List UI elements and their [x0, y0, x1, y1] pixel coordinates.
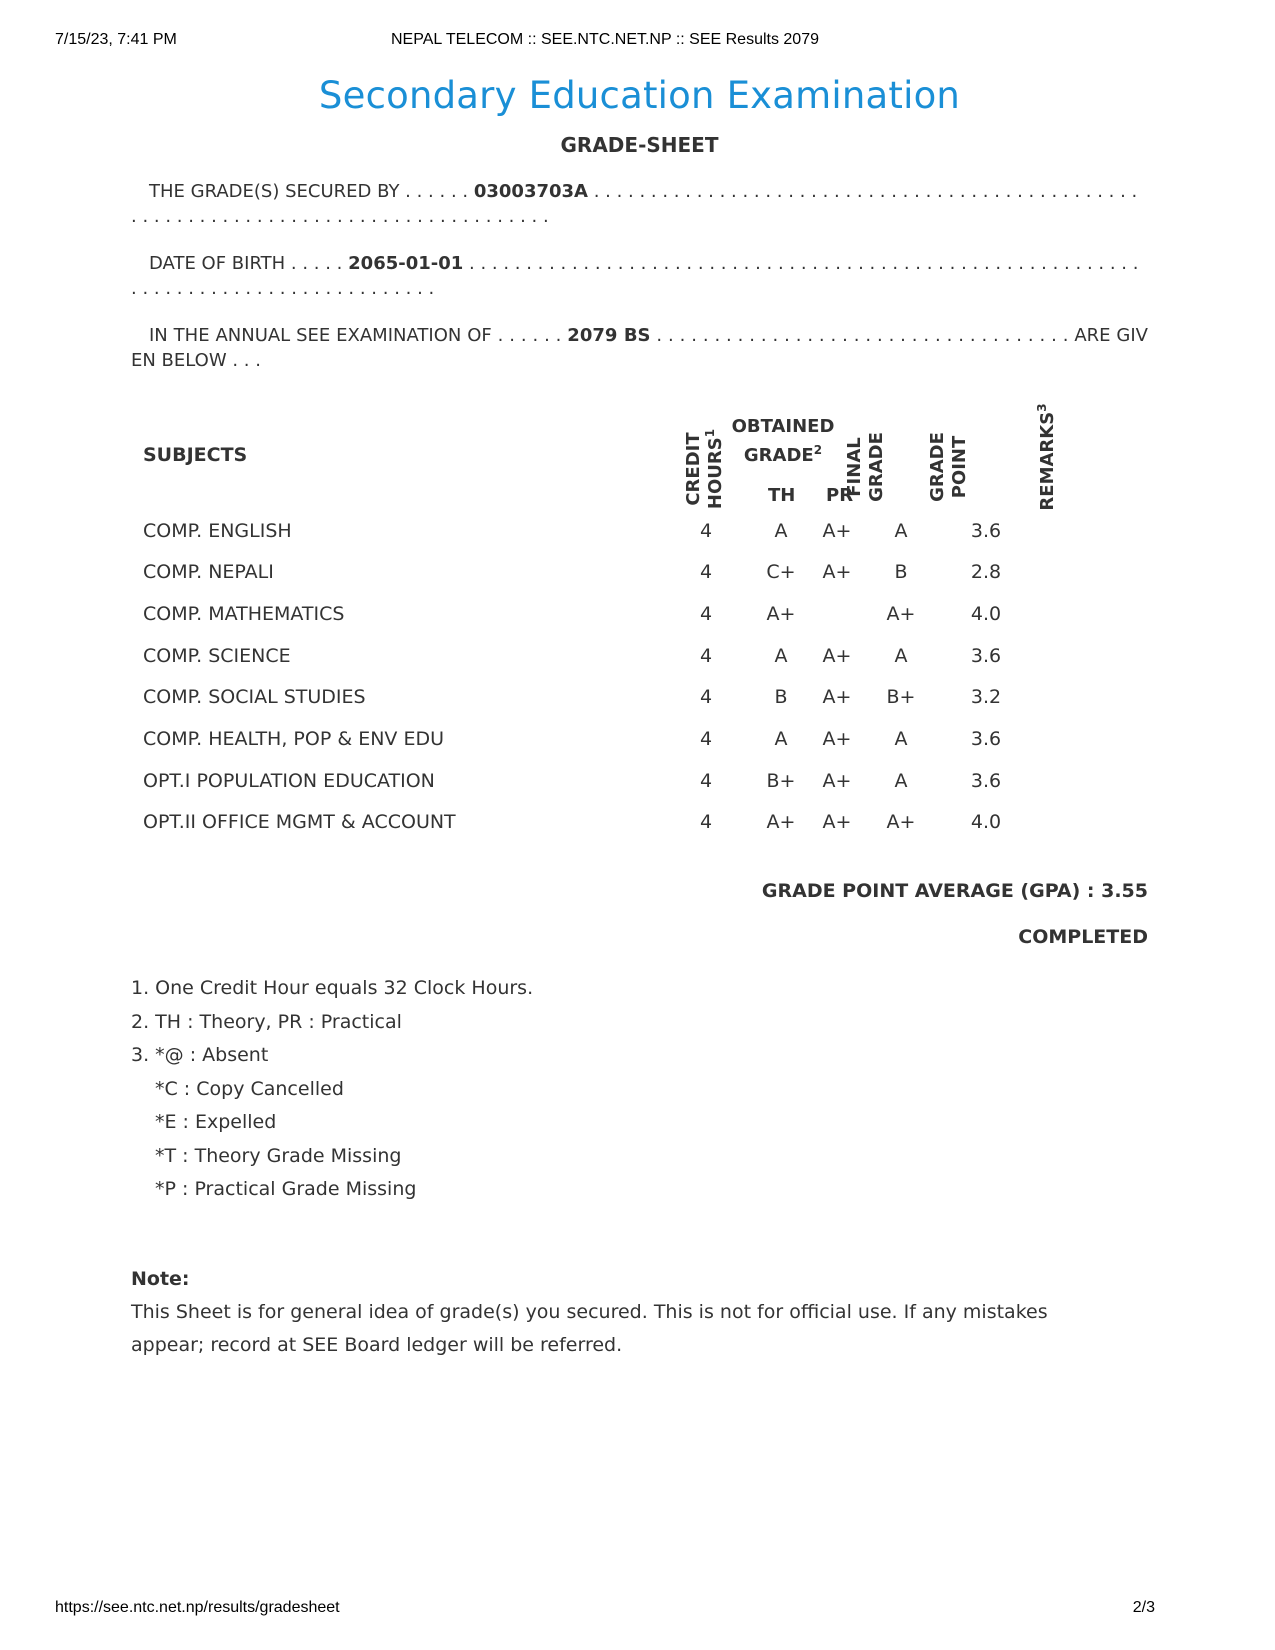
grade-point: 4.0	[970, 603, 1002, 625]
credit-hours: 4	[699, 603, 713, 625]
gpa-summary: GRADE POINT AVERAGE (GPA) : 3.55	[761, 880, 1148, 902]
credit-hours: 4	[699, 645, 713, 667]
note-title: Note:	[131, 1267, 190, 1290]
secured-by-label: THE GRADE(S) SECURED BY	[149, 181, 400, 202]
dot-leader: . . . . . .	[491, 325, 568, 346]
subject-name: COMP. ENGLISH	[143, 520, 292, 542]
practical-grade: A+	[822, 686, 852, 708]
note-text: This Sheet is for general idea of grade(s) you secured. This is not for official use. If any mistakes appear; record at SEE Board ledger will be referred.	[131, 1300, 1048, 1356]
subject-name: COMP. NEPALI	[143, 561, 274, 583]
theory-grade: A+	[766, 603, 796, 625]
table-row	[131, 641, 1148, 671]
grade-point: 3.2	[970, 686, 1002, 708]
header-credit-hours	[683, 414, 727, 524]
gradesheet	[131, 70, 1148, 1363]
grade-table	[131, 403, 1148, 877]
footnote-3-item: *T : Theory Grade Missing	[155, 1144, 402, 1167]
header-obtained-grade	[723, 412, 843, 470]
table-row	[131, 807, 1148, 837]
dob-line	[131, 251, 1148, 301]
final-grade: B	[894, 561, 908, 583]
final-grade: A	[894, 728, 908, 750]
print-page-title: NEPAL TELECOM :: SEE.NTC.NET.NP :: SEE Results 2079	[391, 31, 819, 48]
practical-grade: A+	[822, 811, 852, 833]
result-status: COMPLETED	[1018, 926, 1148, 948]
header-point-line1: GRADE	[927, 432, 948, 502]
subject-name: COMP. HEALTH, POP & ENV EDU	[143, 728, 444, 750]
footnote-ref-3: 3	[1035, 403, 1049, 412]
footnotes	[131, 972, 1148, 1207]
footnote-1: 1. One Credit Hour equals 32 Clock Hours.	[131, 977, 534, 999]
print-page-number: 2/3	[1132, 1599, 1155, 1616]
table-row	[131, 557, 1148, 587]
subject-name: COMP. SOCIAL STUDIES	[143, 686, 366, 708]
header-obtained-line2: GRADE	[743, 445, 814, 466]
final-grade: A+	[886, 811, 916, 833]
theory-grade: B	[774, 686, 788, 708]
credit-hours: 4	[699, 561, 713, 583]
grade-point: 4.0	[970, 811, 1002, 833]
footnote-3-item: *E : Expelled	[155, 1111, 277, 1133]
sheet-title: GRADE-SHEET	[560, 133, 719, 157]
credit-hours: 4	[699, 520, 713, 542]
table-row	[131, 724, 1148, 754]
theory-grade: A	[774, 520, 788, 542]
table-row	[131, 599, 1148, 629]
dob-label: DATE OF BIRTH	[149, 253, 286, 274]
header-final-line2: GRADE	[866, 432, 887, 502]
grade-point: 3.6	[970, 770, 1002, 792]
footnote-3-item: *C : Copy Cancelled	[155, 1077, 344, 1100]
credit-hours: 4	[699, 770, 713, 792]
final-grade: A	[894, 645, 908, 667]
header-credit-line2: HOURS	[705, 437, 726, 510]
dot-leader: . . . . . . . . . . . . . . . . . . . . . . . . . . . . . . . . . . . . . . . . . . . . . . . . . . . . . . . . . . . . . . . . . . . . . . . . . . . . . . . . . . . . .	[131, 181, 1138, 227]
grade-point: 2.8	[970, 561, 1002, 583]
table-row	[131, 766, 1148, 796]
credit-hours: 4	[699, 728, 713, 750]
print-datetime: 7/15/23, 7:41 PM	[55, 31, 177, 48]
subject-name: OPT.I POPULATION EDUCATION	[143, 770, 435, 792]
subject-name: COMP. SCIENCE	[143, 645, 291, 667]
theory-grade: A+	[766, 811, 796, 833]
theory-grade: A	[774, 645, 788, 667]
dot-leader: . . . . . .	[399, 181, 474, 202]
symbol-number: 03003703A	[473, 181, 588, 202]
footnote-ref-1: 1	[703, 428, 717, 438]
credit-hours: 4	[699, 811, 713, 833]
header-subjects: SUBJECTS	[143, 444, 248, 466]
print-url: https://see.ntc.net.np/results/gradesheet	[55, 1599, 340, 1616]
exam-suffix: ARE GIVEN BELOW . . .	[131, 325, 1148, 371]
practical-grade: A+	[822, 728, 852, 750]
exam-line	[131, 323, 1148, 373]
header-obtained-line1: OBTAINED	[731, 416, 835, 437]
practical-grade: A+	[822, 770, 852, 792]
secured-by-line	[131, 179, 1148, 229]
table-row	[131, 682, 1148, 712]
header-point-line2: POINT	[949, 435, 970, 499]
footnote-2: 2. TH : Theory, PR : Practical	[131, 1010, 402, 1033]
practical-grade: A+	[822, 520, 852, 542]
header-practical: PR	[826, 485, 854, 506]
grade-point: 3.6	[970, 645, 1002, 667]
dot-leader: . . . . . . . . . . . . . . . . . . . . . . . . . . . . . . . . . . . .	[650, 325, 1075, 346]
footnote-3-item: *P : Practical Grade Missing	[155, 1178, 417, 1200]
final-grade: A	[894, 520, 908, 542]
header-final-grade	[844, 422, 888, 512]
final-grade: A+	[886, 603, 916, 625]
footnote-3: 3. *@ : Absent	[131, 1044, 269, 1066]
credit-hours: 4	[699, 686, 713, 708]
dot-leader: . . . . . . . . . . . . . . . . . . . . . . . . . . . . . . . . . . . . . . . . . . . . . . . . . . . . . . . . . . . . . . . . . . . . . . . . . . . . . . . . . . . . . .	[131, 253, 1139, 299]
exam-year: 2079 BS	[567, 325, 651, 346]
dob-value: 2065-01-01	[348, 253, 464, 274]
header-credit-line1: CREDIT	[683, 432, 704, 506]
grade-point: 3.6	[970, 520, 1002, 542]
theory-grade: C+	[766, 561, 796, 583]
header-remarks	[1037, 402, 1059, 512]
exam-label: IN THE ANNUAL SEE EXAMINATION OF	[149, 325, 492, 346]
header-theory: TH	[768, 485, 796, 506]
final-grade: A	[894, 770, 908, 792]
header-grade-point	[927, 422, 971, 512]
dot-leader: . . . . .	[285, 253, 349, 274]
practical-grade: A+	[822, 645, 852, 667]
subject-name: OPT.II OFFICE MGMT & ACCOUNT	[143, 811, 456, 833]
exam-title: Secondary Education Examination	[318, 74, 961, 117]
table-row	[131, 516, 1148, 546]
grade-point: 3.6	[970, 728, 1002, 750]
subject-name: COMP. MATHEMATICS	[143, 603, 345, 625]
header-final-line1: FINAL	[844, 437, 865, 497]
practical-grade: A+	[822, 561, 852, 583]
footnote-ref-2: 2	[813, 443, 823, 457]
header-remarks-label: REMARKS	[1037, 411, 1058, 511]
theory-grade: A	[774, 728, 788, 750]
final-grade: B+	[886, 686, 916, 708]
theory-grade: B+	[766, 770, 796, 792]
